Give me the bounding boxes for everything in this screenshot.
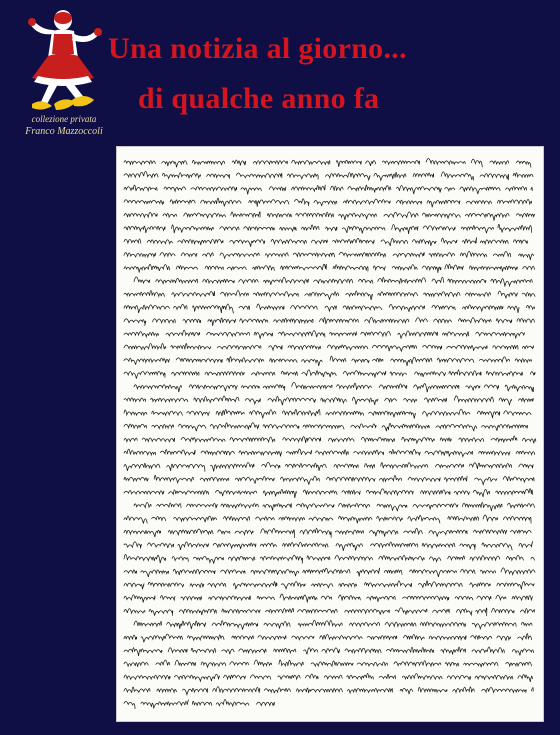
handwriting-line	[124, 198, 532, 207]
handwriting-line	[124, 238, 527, 247]
handwriting-line	[124, 159, 531, 168]
handwriting-line	[124, 185, 532, 194]
handwriting-line	[124, 687, 533, 695]
page-title: Una notizia al giorno...	[108, 32, 407, 65]
handwriting-line	[124, 647, 534, 656]
handwriting-line	[124, 290, 535, 300]
handwriting-line	[124, 568, 535, 577]
handwriting-line	[124, 317, 534, 325]
handwriting-line	[124, 370, 535, 379]
logo-caption-owner: Franco Mazzoccoli	[25, 126, 103, 137]
handwriting-line	[134, 502, 535, 511]
handwriting-line	[124, 608, 534, 616]
handwriting-line	[124, 554, 534, 563]
handwriting-line	[124, 528, 531, 537]
handwriting-line	[124, 436, 536, 443]
handwriting-line	[124, 542, 533, 551]
handwriting-line	[124, 304, 535, 313]
handwriting-line	[124, 489, 533, 498]
handwritten-letter-image	[116, 146, 544, 722]
handwriting-line	[124, 356, 531, 366]
handwriting-line	[124, 581, 534, 590]
handwriting-line	[124, 171, 533, 180]
handwriting-line	[124, 475, 534, 484]
handwriting-line	[124, 449, 535, 457]
handwriting-line	[124, 423, 528, 432]
handwriting-line	[124, 224, 532, 233]
handwriting-line	[124, 634, 532, 643]
handwriting-line	[124, 330, 525, 339]
handwriting-line	[134, 277, 532, 287]
handwriting-line	[124, 673, 532, 682]
handwriting-line	[134, 382, 534, 392]
handwriting-line	[124, 409, 531, 418]
handwriting-line	[124, 251, 533, 260]
handwriting-line	[124, 264, 535, 273]
handwriting-line	[124, 343, 533, 351]
page-subtitle: di qualche anno fa	[138, 82, 380, 115]
handwriting-line	[124, 699, 274, 708]
collection-logo	[8, 6, 120, 138]
handwriting-line	[124, 396, 533, 405]
handwriting-line	[124, 660, 531, 667]
handwriting-line	[124, 594, 533, 602]
logo-caption-collection: collezione privata	[31, 114, 97, 124]
handwriting-line	[134, 620, 532, 629]
dancer-figure-icon	[8, 6, 120, 114]
handwriting-line	[124, 212, 535, 221]
handwriting-scribbles	[116, 146, 544, 722]
handwriting-line	[124, 462, 533, 471]
handwriting-line	[124, 515, 531, 524]
